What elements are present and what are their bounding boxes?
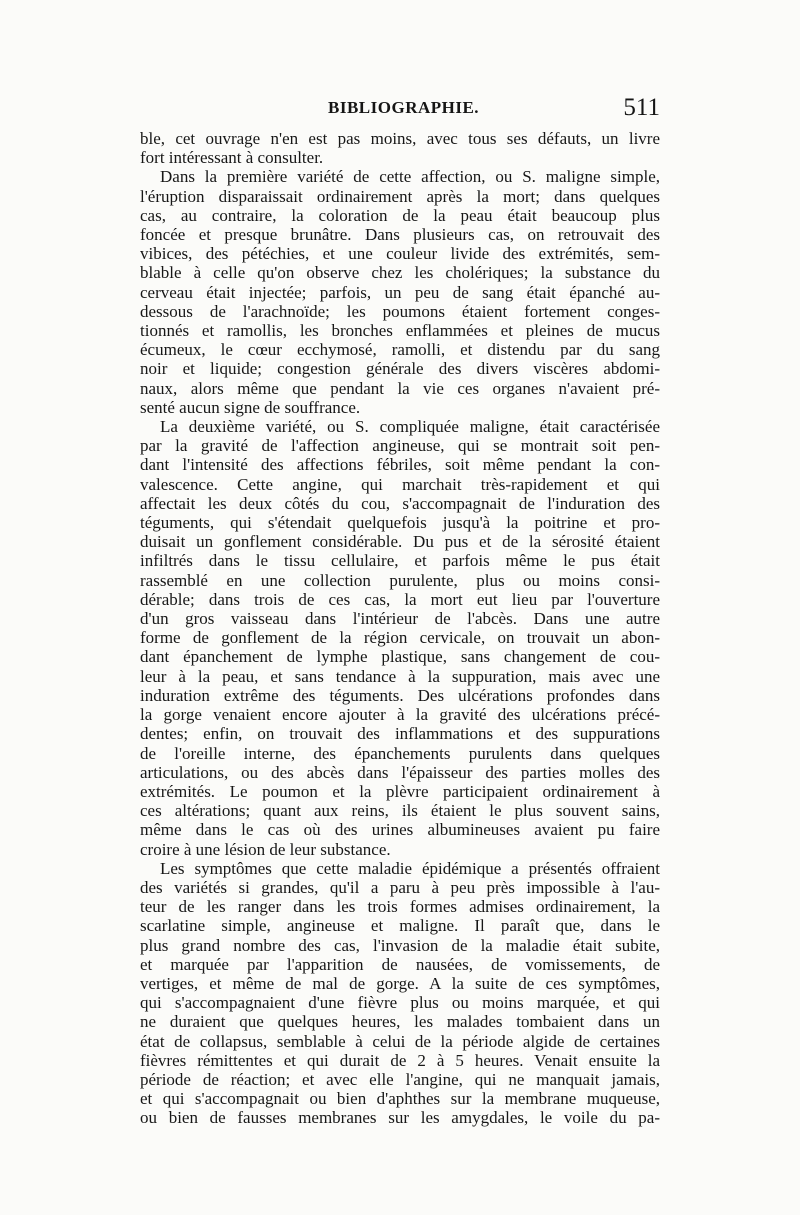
text-line: valescence. Cette angine, qui marchait très-rapidement et qui [140,474,660,494]
text-line: teur de les ranger dans les trois formes admises ordinairement, la [140,897,660,917]
running-head: BIBLIOGRAPHIE. [328,98,480,117]
text-line: Les symptômes que cette maladie épidémique a présentés offraient [160,858,660,878]
paragraph-3 [140,417,660,859]
text-line: naux, alors même que pendant la vie ces organes n'avaient pré- [140,378,660,398]
text-line: scarlatine simple, angineuse et maligne. Il paraît que, dans le [140,916,660,936]
text-line: affectait les deux côtés du cou, s'accompagnait de l'induration des [140,493,660,513]
text-line: ble, cet ouvrage n'en est pas moins, avec tous ses défauts, un livre [140,129,660,148]
text-line: et marquée par l'apparition de nausées, de vomissements, de [140,954,660,974]
text-line: tionnés et ramollis, les bronches enflammées et pleines de mucus [140,321,660,341]
text-line: cerveau était injectée; parfois, un peu de sang était épanché au- [140,282,660,302]
text-line: fièvres rémittentes et qui durait de 2 à 5 heures. Venait ensuite la [140,1050,660,1070]
text-line: même dans le cas où des urines albumineuses avaient pu faire [140,820,660,840]
text-line: période de réaction; et avec elle l'angine, qui ne manquait jamais, [140,1069,660,1089]
text-line: écumeux, le cœur ecchymosé, ramolli, et distendu par du sang [140,340,660,360]
text-line: induration extrême des téguments. Des ulcérations profondes dans [140,685,660,705]
text-line: forme de gonflement de la région cervicale, on trouvait un abon- [140,628,660,648]
text-line: plus grand nombre des cas, l'invasion de la maladie était subite, [140,935,660,955]
text-line: noir et liquide; congestion générale des divers viscères abdomi- [140,359,660,379]
text-line: fort intéressant à consulter. [140,148,324,168]
text-line: la gorge venaient encore ajouter à la gravité des ulcérations précé- [140,705,660,725]
text-line: ces altérations; quant aux reins, ils étaient le plus souvent sains, [140,801,660,821]
text-line: articulations, ou des abcès dans l'épaisseur des parties molles des [140,762,660,782]
text-line: senté aucun signe de souffrance. [140,397,361,417]
paragraph-4 [140,859,660,1128]
page-number: 511 [623,94,660,121]
text-line: La deuxième variété, ou S. compliquée maligne, était caractérisée [160,417,660,437]
text-line: duisait un gonflement considérable. Du pus et de la sérosité étaient [140,532,660,552]
text-line: dessous de l'arachnoïde; les poumons étaient fortement conges- [140,301,660,321]
text-line: de l'oreille interne, des épanchements purulents dans quelques [140,743,660,763]
text-line: cas, au contraire, la coloration de la peau était beaucoup plus [140,205,660,225]
body-text [140,129,660,1128]
text-line: rassemblé en une collection purulente, plus ou moins consi- [140,570,660,590]
paragraph-1 [140,129,660,167]
text-line: dant épanchement de lymphe plastique, sans changement de cou- [140,647,660,667]
page-header [140,94,660,128]
text-line: dant l'intensité des affections fébriles, soit même pendant la con- [140,455,660,475]
text-line: par la gravité de l'affection angineuse, qui se montrait soit pen- [140,436,660,456]
text-line: extrémités. Le poumon et la plèvre participaient ordinairement à [140,781,660,801]
text-line: infiltrés dans le tissu cellulaire, et parfois même le pus était [140,551,660,571]
text-line: et qui s'accompagnait ou bien d'aphthes sur la membrane muqueuse, [140,1089,660,1109]
text-line: dérable; dans trois de ces cas, la mort eut lieu par l'ouverture [140,589,660,609]
text-line: croire à une lésion de leur substance. [140,839,391,859]
text-line: téguments, qui s'étendait quelquefois jusqu'à la poitrine et pro- [140,513,660,533]
text-line: ne duraient que quelques heures, les malades tombaient dans un [140,1012,660,1032]
text-line: foncée et presque brunâtre. Dans plusieurs cas, on retrouvait des [140,225,660,245]
text-line: vibices, des pétéchies, et une couleur livide des extrémités, sem- [140,244,660,264]
text-line: état de collapsus, semblable à celui de la période algide de certaines [140,1031,660,1051]
text-line: qui s'accompagnaient d'une fièvre plus ou moins marquée, et qui [140,993,660,1013]
paragraph-2 [140,167,660,417]
text-line: dentes; enfin, on trouvait des inflammations et des suppurations [140,724,660,744]
text-line: leur à la peau, et sans tendance à la suppuration, mais avec une [140,666,660,686]
text-line: des variétés si grandes, qu'il a paru à peu près impossible à l'au- [140,877,660,897]
text-line: Dans la première variété de cette affection, ou S. maligne simple, [160,167,660,187]
text-line: l'éruption disparaissait ordinairement après la mort; dans quelques [140,186,660,206]
text-line: ou bien de fausses membranes sur les amygdales, le voile du pa- [140,1108,660,1128]
text-line: vertiges, et même de mal de gorge. A la suite de ces symptômes, [140,973,660,993]
text-line: blable à celle qu'on observe chez les cholériques; la substance du [140,263,660,283]
text-line: d'un gros vaisseau dans l'intérieur de l'abcès. Dans une autre [140,609,660,629]
